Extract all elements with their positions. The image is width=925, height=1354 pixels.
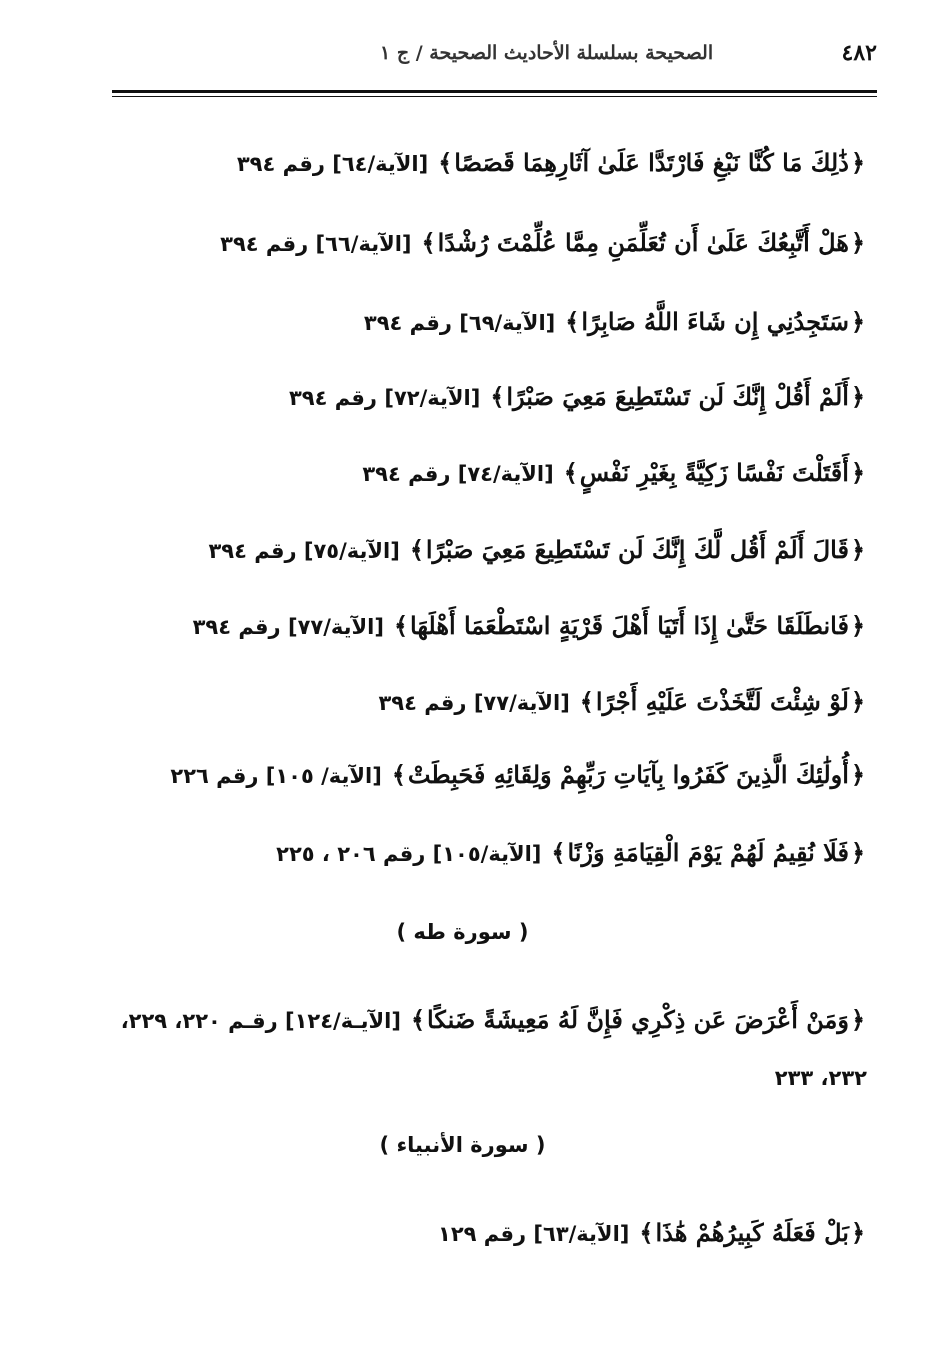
bracket-open: ﴿ [850, 535, 865, 564]
verse-text: هَلْ أَتَّبِعُكَ عَلَىٰ أَن تُعَلِّمَنِ مِمَّا عُلِّمْتَ رُشْدًا [437, 228, 849, 257]
index-entry [237, 146, 867, 182]
index-entry [208, 533, 867, 569]
bracket-close: ﴾ [563, 458, 578, 487]
bracket-close: ﴾ [565, 307, 580, 336]
surah-heading-anbiya: ( سورة الأنبياء ) [379, 1133, 546, 1157]
bracket-open: ﴿ [850, 382, 865, 411]
index-entry [193, 609, 867, 645]
bracket-close: ﴾ [639, 1218, 654, 1247]
index-entry [289, 380, 867, 416]
verse-text: سَتَجِدُنِي إِن شَاءَ اللَّهُ صَابِرًا [581, 307, 849, 336]
index-entry [378, 685, 867, 721]
verse-text: ذَٰلِكَ مَا كُنَّا نَبْغِ فَارْتَدَّا عَلَىٰ آثَارِهِمَا قَصَصًا [454, 148, 849, 177]
verse-text: أُولَٰئِكَ الَّذِينَ كَفَرُوا بِآيَاتِ رَبِّهِمْ وَلِقَائِهِ فَحَبِطَتْ [407, 760, 849, 789]
verse-text: قَالَ أَلَمْ أَقُل لَّكَ إِنَّكَ لَن تَسْتَطِيعَ مَعِيَ صَبْرًا [425, 535, 849, 564]
bracket-close: ﴾ [409, 535, 424, 564]
bracket-close: ﴾ [393, 611, 408, 640]
index-entry [362, 456, 867, 492]
verse-reference: [الآية/٧٧] رقم ٣٩٤ [378, 691, 570, 715]
bracket-open: ﴿ [850, 687, 865, 716]
verse-text: فَلَا نُقِيمُ لَهُمْ يَوْمَ الْقِيَامَةِ وَزْنًا [567, 838, 849, 867]
bracket-close: ﴾ [421, 228, 436, 257]
index-entry [170, 758, 867, 794]
bracket-close: ﴾ [391, 760, 406, 789]
verse-reference: [الآية/٦٣] رقم ١٢٩ [438, 1222, 630, 1246]
index-entry [276, 836, 867, 872]
bracket-open: ﴿ [850, 1218, 865, 1247]
verse-reference: [الآية/٧٥] رقم ٣٩٤ [208, 539, 400, 563]
index-entry [100, 992, 867, 1107]
index-entry [438, 1216, 867, 1252]
verse-reference: [الآية/٦٤] رقم ٣٩٤ [236, 152, 429, 176]
bracket-open: ﴿ [850, 760, 865, 789]
bracket-open: ﴿ [850, 838, 865, 867]
bracket-open: ﴿ [850, 307, 865, 336]
verse-reference: [الآية/١٠٥] رقم ٢٠٦ ، ٢٢٥ [276, 842, 542, 866]
surah-heading-taha: ( سورة طه ) [396, 920, 529, 944]
bracket-close: ﴾ [490, 382, 505, 411]
bracket-open: ﴿ [850, 228, 865, 257]
verse-text: بَلْ فَعَلَهُ كَبِيرُهُمْ هَٰذَا [655, 1218, 849, 1247]
bracket-close: ﴾ [551, 838, 566, 867]
verse-text: أَقَتَلْتَ نَفْسًا زَكِيَّةً بِغَيْرِ نَفْسٍ [579, 458, 849, 487]
verse-reference: [الآية/٧٤] رقم ٣٩٤ [362, 462, 554, 486]
verse-reference: [الآية/٧٧] رقم ٣٩٤ [192, 615, 384, 639]
verse-reference: [الآية/٦٦] رقم ٣٩٤ [220, 232, 412, 256]
bracket-close: ﴾ [579, 687, 594, 716]
index-entry [220, 226, 867, 262]
verse-reference: [الآيـة/١٢٤] رقـم ٢٢٠، ٢٢٩، ٢٣٢، ٢٣٣ [120, 1009, 867, 1090]
running-title: الصحيحة بسلسلة الأحاديث الصحيحة / ج ١ [380, 42, 714, 64]
bracket-open: ﴿ [850, 458, 865, 487]
bracket-open: ﴿ [850, 1005, 865, 1034]
bracket-open: ﴿ [850, 148, 865, 177]
bracket-open: ﴿ [850, 611, 865, 640]
verse-text: أَلَمْ أَقُلْ إِنَّكَ لَن تَسْتَطِيعَ مَعِيَ صَبْرًا [506, 382, 849, 411]
verse-reference: [الآية/ ١٠٥] رقم ٢٢٦ [170, 764, 382, 788]
bracket-close: ﴾ [410, 1005, 426, 1034]
bracket-close: ﴾ [438, 148, 453, 177]
verse-text: وَمَنْ أَعْرَضَ عَن ذِكْرِي فَإِنَّ لَهُ مَعِيشَةً ضَنكًا [427, 1005, 849, 1034]
verse-text: لَوْ شِئْتَ لَتَّخَذْتَ عَلَيْهِ أَجْرًا [595, 687, 849, 716]
page-number: ٤٨٢ [841, 40, 877, 66]
index-entry [364, 305, 867, 341]
verse-text: فَانطَلَقَا حَتَّىٰ إِذَا أَتَيَا أَهْلَ قَرْيَةٍ اسْتَطْعَمَا أَهْلَهَا [410, 611, 849, 640]
verse-reference: [الآية/٦٩] رقم ٣٩٤ [363, 311, 556, 335]
verse-reference: [الآية/٧٢] رقم ٣٩٤ [288, 386, 481, 410]
